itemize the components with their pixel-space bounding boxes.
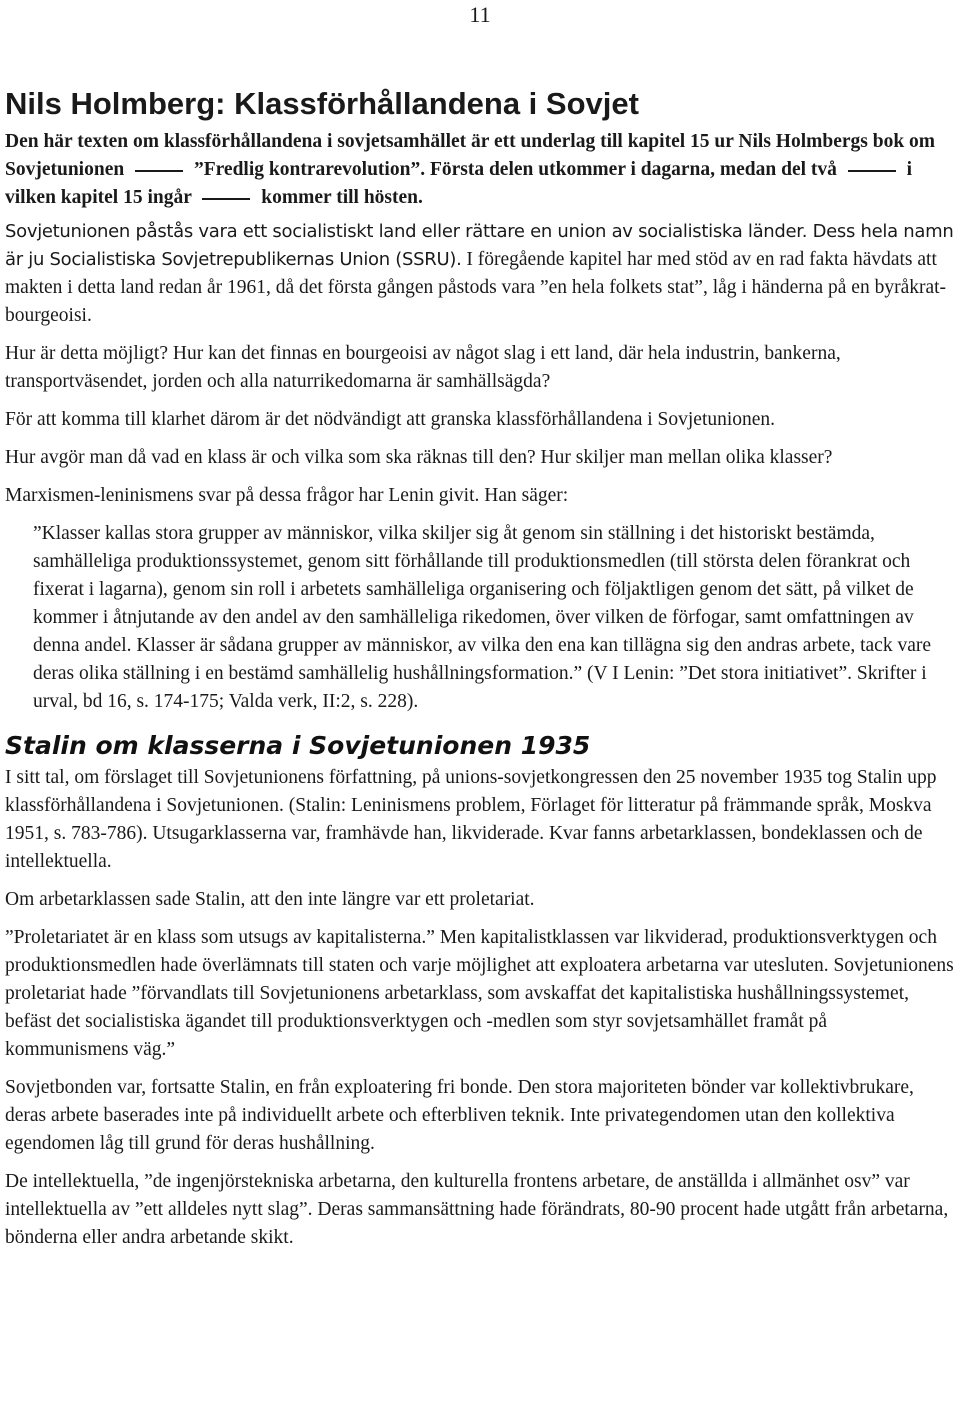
em-dash-rule <box>202 198 250 200</box>
section-paragraph-4: Sovjetbonden var, fortsatte Stalin, en från exploatering fri bonde. Den stora majoriteten bönder var kollektivbrukare, deras arbete baserades inte på individuellt arbete och efterbliven teknik. Inte privategendomen utan den kollektiva egendomen låg till grund för deras hushållning. <box>5 1077 914 1154</box>
document-body <box>5 84 955 1262</box>
paragraph-1 <box>5 218 955 330</box>
lenin-quote: ”Klasser kallas stora grupper av människor, vilka skiljer sig åt genom sin ställning i det historiskt bestämda, samhälleliga produktionssystemet, genom sitt förhållande till produktionsmedlen (till största delen förankrat och fixerat i lagarna), genom sin roll i arbetets samhälleliga organisering och följaktligen genom det sätt, på vilket de kommer i åtnjutande av den andel av den samhälleliga rikedomen, över vilken de förfogar, samt omfattningen av denna andel. Klasser är sådana grupper av människor, av vilka den ena kan tillägna sig den andras arbete, tack vare deras olika ställning i en bestämd samhällelig hushållningsformation.” (V I Lenin: ”Det stora initiativet”. Skrifter i urval, bd 16, s. 174-175; Valda verk, II:2, s. 228). <box>33 523 932 712</box>
section-paragraph-3: ”Proletariatet är en klass som utsugs av kapitalisterna.” Men kapitalistklassen var likviderad, produktionsverktygen och produktionsmedlen hade överlämnats till staten och varje möjlighet att exploatera arbetarna var utesluten. Sovjetunionens proletariat hade ”förvandlats till Sovjetunionens arbetarklass, som avskaffat det kapitalistiska hushållningssystemet, befäst det socialistiska ägandet till produktionsverktygen och -medlen som styr sovjetsamhället framåt på kommunismens väg.” <box>5 927 954 1060</box>
section-paragraph-5: De intellektuella, ”de ingenjörstekniska arbetarna, den kulturella frontens arbetare, de anställda i allmänhet osv” var intellektuella av ”ett alldeles nytt slag”. Deras sammansättning hade förändrats, 80-90 procent hade utgått från arbetarna, bönderna eller andra arbetande skikt. <box>5 1171 949 1248</box>
paragraph-5: Marxismen-leninismens svar på dessa frågor har Lenin givit. Han säger: <box>5 485 569 506</box>
page-number: 11 <box>469 2 491 27</box>
paragraph-1-serif-text: I föregående kapitel har med stöd av en rad fakta hävdats att makten i detta land redan år 1961, då det första gången påstods vara ”en hela folkets stat”, låg i händerna på en byråkrat-bourgeoisi. <box>5 249 947 326</box>
em-dash-rule <box>135 170 183 172</box>
paragraph-3: För att komma till klarhet därom är det nödvändigt att granska klassförhållandena i Sovjetunionen. <box>5 409 776 430</box>
em-dash-rule <box>848 170 896 172</box>
section-paragraph-1: I sitt tal, om förslaget till Sovjetunionens författning, på unions-sovjetkongressen den 25 november 1935 tog Stalin upp klassförhållandena i Sovjetunionen. (Stalin: Leninismens problem, Förlaget för litteratur på främmande språk, Moskva 1951, s. 783-786). Utsugarklasserna var, framhävde han, likviderade. Kvar fanns arbetarklassen, bondeklassen och de intellektuella. <box>5 767 937 872</box>
lead-part-4: kommer till hösten. <box>261 187 423 208</box>
section-paragraph-2: Om arbetarklassen sade Stalin, att den inte längre var ett proletariat. <box>5 889 535 910</box>
paragraph-1-sans-text: Sovjetunionen påstås vara ett socialistiskt land eller rättare en union av socialistiska länder. Dess hela namn är ju Socialistiska Sovjetrepublikernas Union (SSRU). <box>5 221 954 270</box>
lead-part-2: ”Fredlig kontrarevolution”. Första delen utkommer i dagarna, medan del två <box>193 159 837 180</box>
lead-paragraph <box>5 128 955 212</box>
lead-part-1: Den här texten om klassförhållandena i sovjetsamhället är ett underlag till kapitel 15 ur Nils Holmbergs bok om Sovjetunionen <box>5 131 936 180</box>
paragraph-2: Hur är detta möjligt? Hur kan det finnas en bourgeoisi av något slag i ett land, där hela industrin, bankerna, transportväsendet, jorden och alla naturrikedomarna är samhällsägda? <box>5 343 841 392</box>
document-title: Nils Holmberg: Klassförhållandena i Sovjet <box>5 86 639 121</box>
paragraph-4: Hur avgör man då vad en klass är och vilka som ska räknas till den? Hur skiljer man mellan olika klasser? <box>5 447 833 468</box>
lead-part-3: i vilken kapitel 15 ingår <box>5 159 913 208</box>
section-heading: Stalin om klasserna i Sovjetunionen 1935 <box>5 731 591 760</box>
